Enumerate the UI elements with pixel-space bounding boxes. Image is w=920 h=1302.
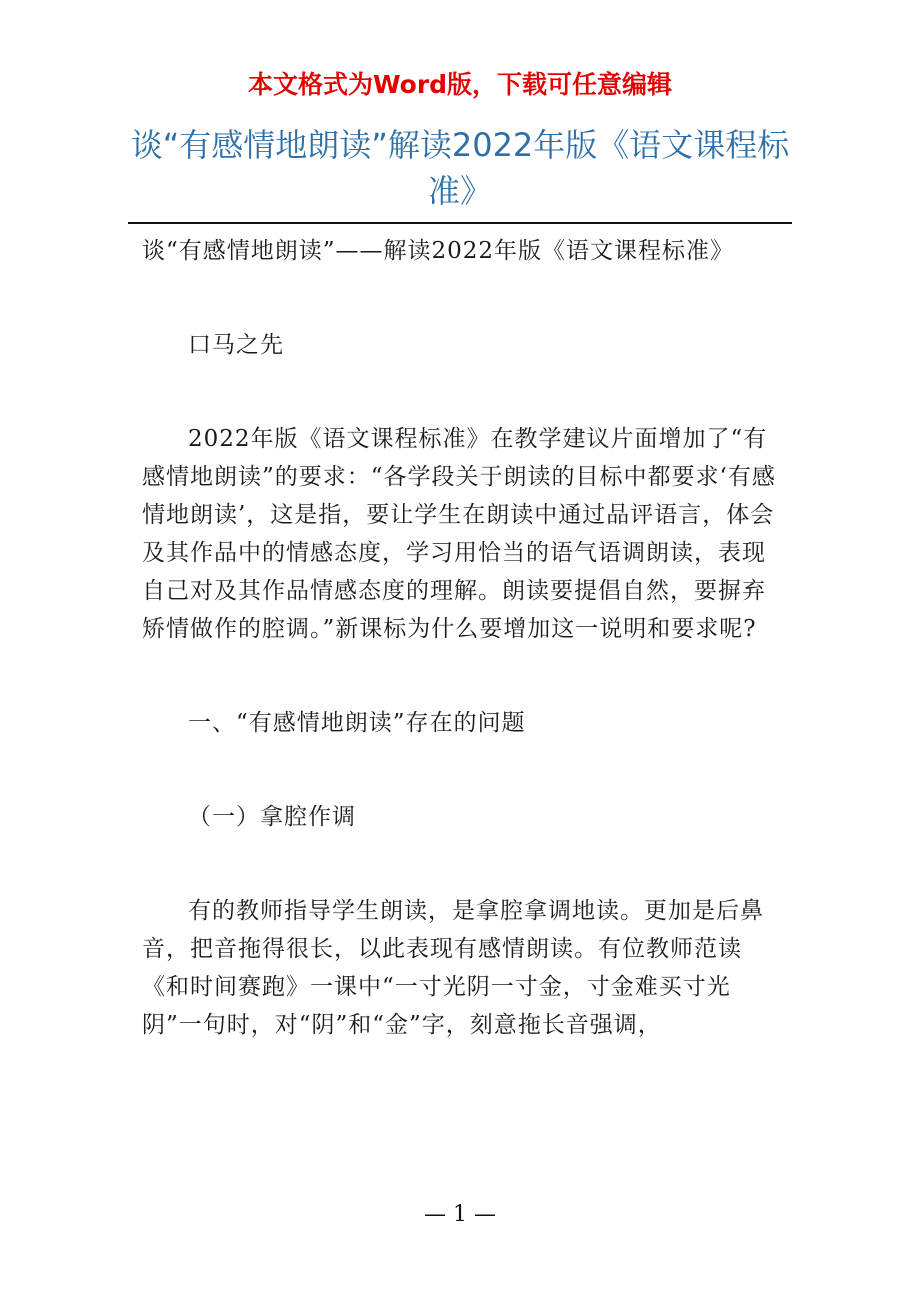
body-paragraph: 有的教师指导学生朗读，是拿腔拿调地读。更加是后鼻音，把音拖得很长，以此表现有感情朗读。有位教师范读《和时间赛跑》一课中“一寸光阴一寸金，寸金难买寸光阴”一句时，对“阴”和“金”字，刻意拖长音强调， bbox=[142, 898, 764, 1038]
document-body bbox=[142, 232, 778, 1044]
format-banner: 本文格式为Word版，下载可任意编辑 bbox=[247, 70, 673, 99]
body-paragraph: 2022年版《语文课程标准》在教学建议片面增加了“有感情地朗读”的要求：“各学段关于朗读的目标中都要求‘有感情地朗读’，这是指，要让学生在朗读中通过品评语言，体会及其作品中的情感态度，学习用恰当的语气语调朗读，表现自己对及其作品情感态度的理解。朗读要提倡自然，要摒弃矫情做作的腔调。”新课标为什么要增加这一说明和要求呢? bbox=[142, 426, 776, 642]
document-title: 谈“有感情地朗读”解读2022年版《语文课程标准》 bbox=[130, 126, 790, 210]
page-number: — 1 — bbox=[424, 1202, 496, 1227]
subsection-heading: （一）拿腔作调 bbox=[188, 804, 356, 830]
author-line: 口马之先 bbox=[188, 332, 284, 358]
title-divider bbox=[128, 222, 792, 224]
section-heading: 一、“有感情地朗读”存在的问题 bbox=[188, 710, 526, 736]
subtitle-line: 谈“有感情地朗读”——解读2022年版《语文课程标准》 bbox=[142, 238, 735, 264]
